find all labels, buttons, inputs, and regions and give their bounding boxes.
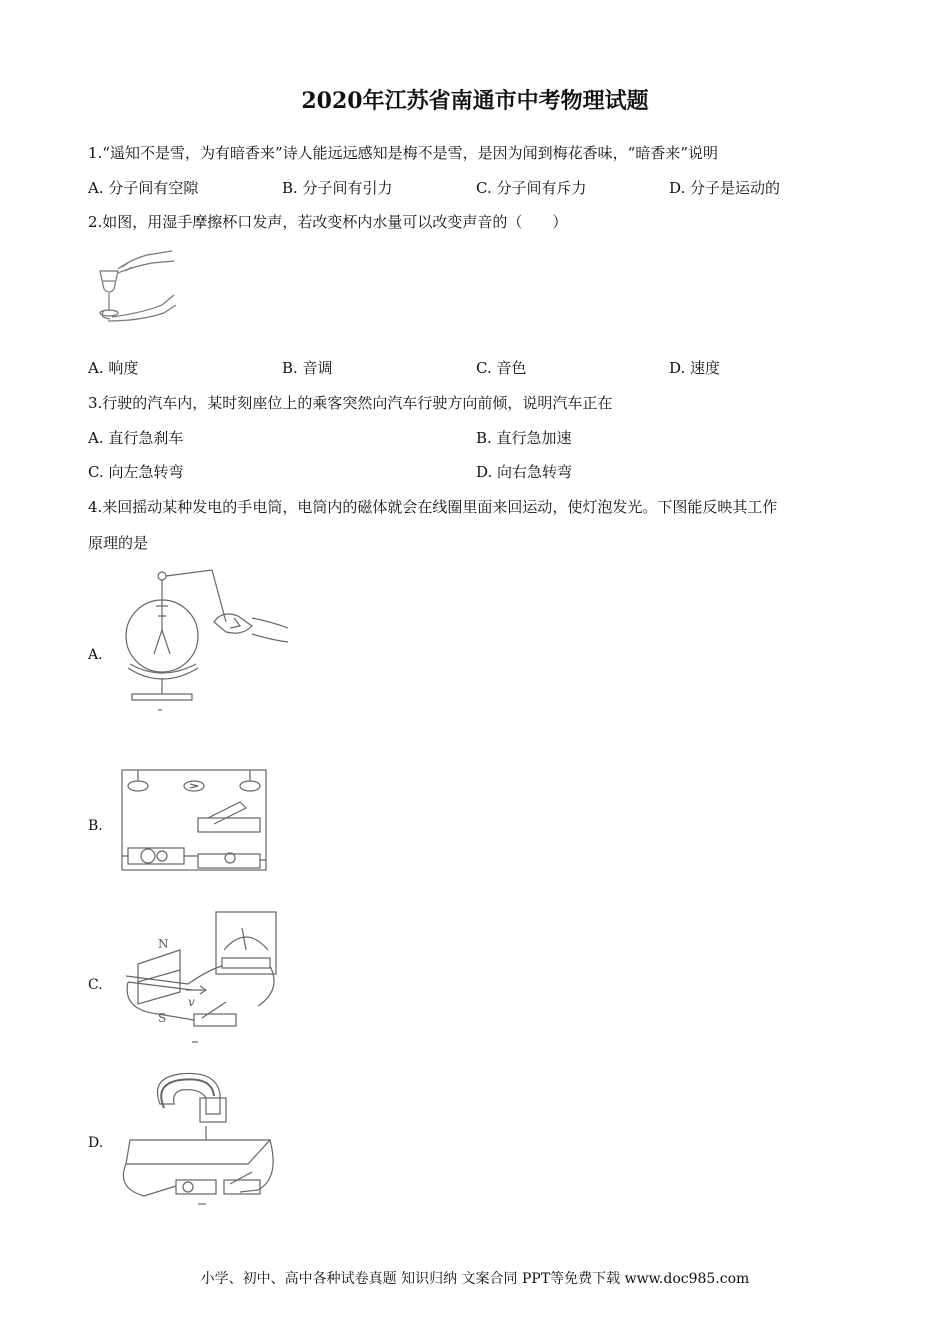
q2-option-d: D. 速度 <box>669 359 721 377</box>
fig-c-velocity-label: v <box>188 995 195 1009</box>
q4-option-a-label: A. <box>88 647 103 663</box>
fig-c-south-label: S <box>158 1011 167 1025</box>
q4-figure-a-electroscope <box>122 566 290 714</box>
q3-option-c: C. 向左急转弯 <box>88 463 184 481</box>
page-title: 2020年江苏省南通市中考物理试题 <box>301 88 649 114</box>
q4-stem-line1: 4.来回摇动某种发电的手电筒，电筒内的磁体就会在线圈里面来回运动，使灯泡发光。下图能反映其工作 <box>88 498 778 516</box>
q4-option-d-label: D. <box>88 1135 104 1151</box>
q4-option-b-label: B. <box>88 818 103 834</box>
q4-figure-c-induction <box>118 910 283 1046</box>
q4-figure-b-circuit <box>118 764 278 884</box>
q1-option-a: A. 分子间有空隙 <box>88 179 199 197</box>
q2-option-a: A. 响度 <box>88 359 139 377</box>
q2-glass-figure <box>92 247 182 325</box>
q2-stem: 2.如图，用湿手摩擦杯口发声，若改变杯内水量可以改变声音的（ ） <box>88 213 568 231</box>
fig-c-north-label: N <box>158 937 169 951</box>
q2-option-b: B. 音调 <box>282 359 333 377</box>
q4-figure-d-horseshoe <box>120 1068 280 1208</box>
q4-stem-line2: 原理的是 <box>88 534 149 552</box>
q4-option-c-label: C. <box>88 977 103 993</box>
q1-option-c: C. 分子间有斥力 <box>476 179 587 197</box>
q1-option-b: B. 分子间有引力 <box>282 179 393 197</box>
q3-option-d: D. 向右急转弯 <box>476 463 573 481</box>
q1-stem: 1.“遥知不是雪，为有暗香来”诗人能远远感知是梅不是雪，是因为闻到梅花香味，“暗香来”说明 <box>88 144 718 162</box>
q3-stem: 3.行驶的汽车内，某时刻座位上的乘客突然向汽车行驶方向前倾，说明汽车正在 <box>88 394 613 412</box>
q3-option-b: B. 直行急加速 <box>476 429 572 447</box>
q1-option-d: D. 分子是运动的 <box>669 179 781 197</box>
page-footer: 小学、初中、高中各种试卷真题 知识归纳 文案合同 PPT等免费下载 www.doc985.com <box>200 1271 750 1287</box>
q3-option-a: A. 直行急刹车 <box>88 429 184 447</box>
q2-option-c: C. 音色 <box>476 359 527 377</box>
